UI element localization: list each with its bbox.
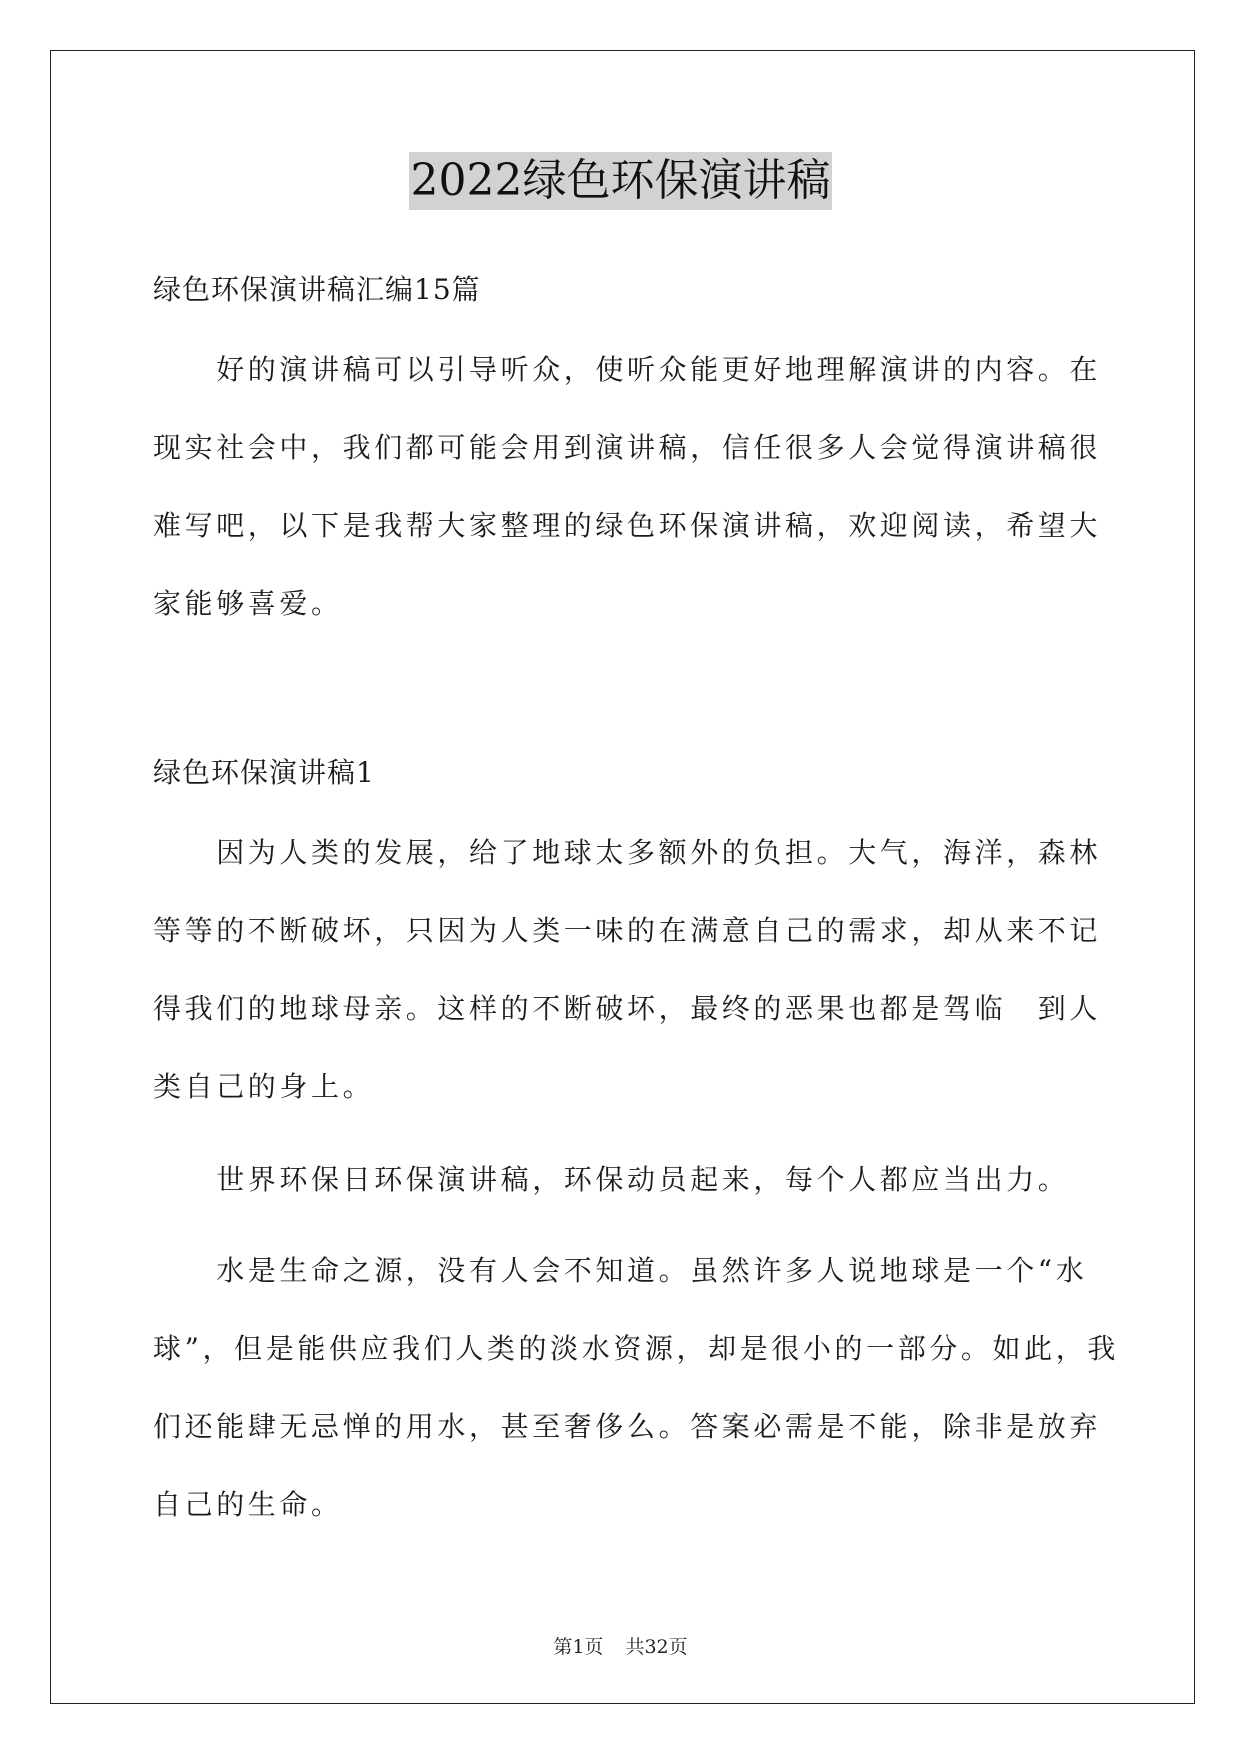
para1-line-2: 等等的不断破坏，只因为人类一味的在满意自己的需求，却从来不记 xyxy=(153,914,1102,947)
intro-line-3: 难写吧，以下是我帮大家整理的绿色环保演讲稿，欢迎阅读，希望大 xyxy=(153,509,1102,542)
para3-line-2: 球”，但是能供应我们人类的淡水资源，却是很小的一部分。如此，我 xyxy=(153,1332,1119,1365)
para1-line-4: 类自己的身上。 xyxy=(153,1070,375,1103)
document-subtitle: 绿色环保演讲稿汇编15篇 xyxy=(153,273,481,306)
intro-line-2: 现实社会中，我们都可能会用到演讲稿，信任很多人会觉得演讲稿很 xyxy=(153,431,1102,464)
intro-line-1: 好的演讲稿可以引导听众，使听众能更好地理解演讲的内容。在 xyxy=(153,353,1102,386)
para1-line-1: 因为人类的发展，给了地球太多额外的负担。大气，海洋，森林 xyxy=(153,836,1102,869)
para3-line-3: 们还能肆无忌惮的用水，甚至奢侈么。答案必需是不能，除非是放弃 xyxy=(153,1410,1102,1443)
page-number: 第1页 xyxy=(553,1636,604,1658)
para3-line-4: 自己的生命。 xyxy=(153,1488,343,1521)
page-footer xyxy=(0,1632,1241,1659)
para3-line-1: 水是生命之源，没有人会不知道。虽然许多人说地球是一个“水 xyxy=(153,1254,1088,1287)
document-title xyxy=(0,152,1241,210)
section-heading: 绿色环保演讲稿1 xyxy=(153,756,375,789)
para1-line-3: 得我们的地球母亲。这样的不断破坏，最终的恶果也都是驾临 到人 xyxy=(153,992,1102,1025)
page-total: 共32页 xyxy=(625,1636,688,1658)
intro-line-4: 家能够喜爱。 xyxy=(153,587,343,620)
document-title-text: 2022绿色环保演讲稿 xyxy=(409,152,833,210)
para2-line-1: 世界环保日环保演讲稿，环保动员起来，每个人都应当出力。 xyxy=(153,1163,1070,1196)
